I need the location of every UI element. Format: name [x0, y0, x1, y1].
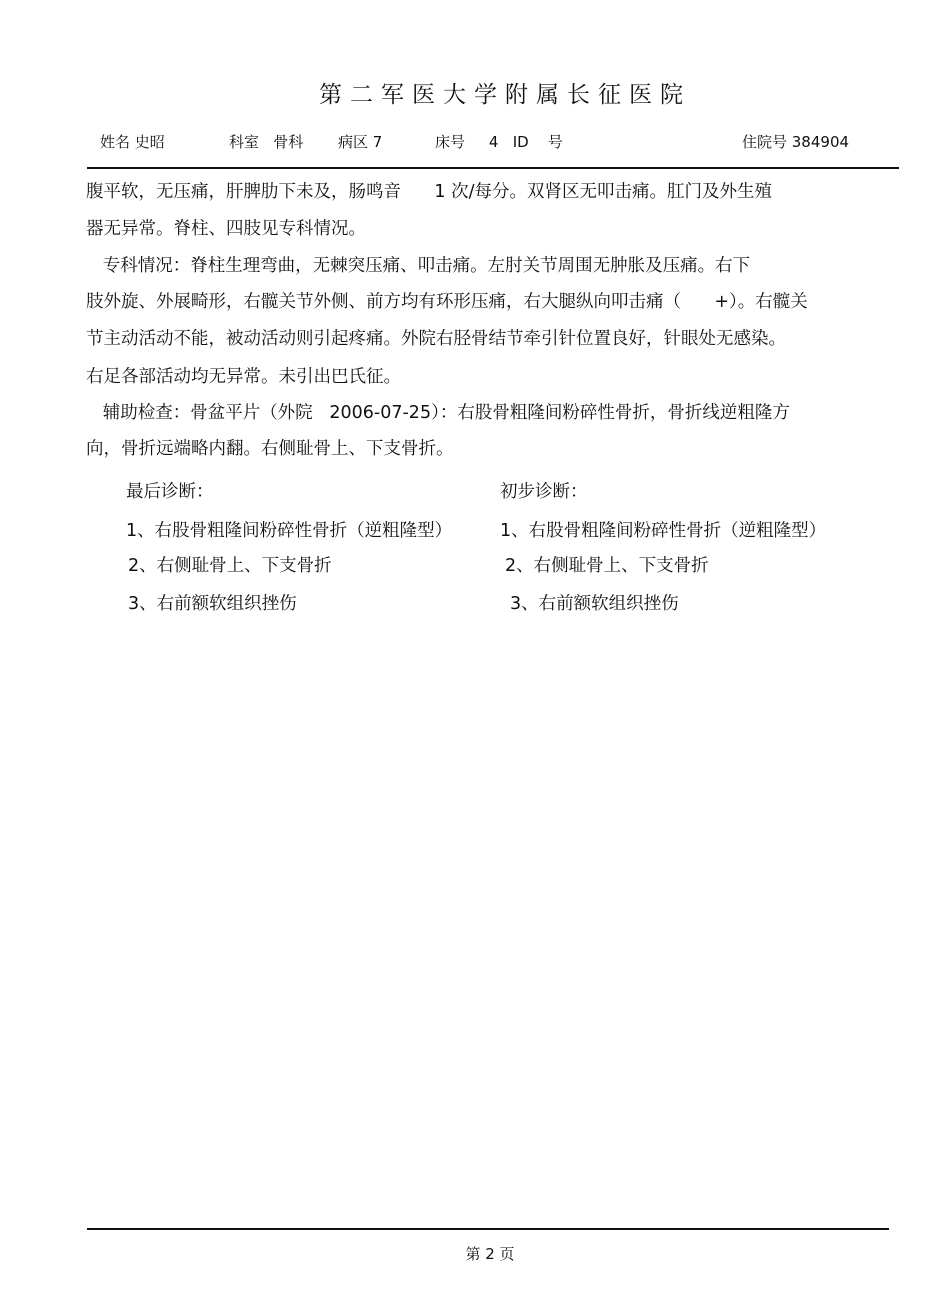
auxiliary-line-1: 辅助检查：骨盆平片（外院 2006-07-25）：右股骨粗隆间粉碎性骨折，骨折线逆粗隆方 [86, 403, 790, 423]
initial-diagnosis-label: 初步诊断： [500, 482, 588, 502]
bed-and-id: 床号 4 ID 号 [435, 133, 563, 151]
initial-diagnosis-item: 1、右股骨粗隆间粉碎性骨折（逆粗隆型） [500, 521, 827, 541]
auxiliary-line-2: 向，骨折远端略内翻。右侧耻骨上、下支骨折。 [86, 439, 454, 459]
hospital-title: 第二军医大学附属长征医院 [319, 82, 691, 108]
exam-line-2: 器无异常。脊柱、四肢见专科情况。 [86, 219, 366, 239]
specialty-line-2: 肢外旋、外展畸形，右髋关节外侧、前方均有环形压痛，右大腿纵向叩击痛（ +）。右髋关 [86, 292, 808, 312]
footer-divider [87, 1228, 889, 1230]
final-diagnosis-item: 3、右前额软组织挫伤 [128, 594, 297, 614]
page-number: 第 2 页 [465, 1245, 515, 1263]
initial-diagnosis-item: 2、右侧耻骨上、下支骨折 [505, 556, 709, 576]
admission-number: 住院号 384904 [742, 133, 850, 151]
department: 科室 骨科 [229, 133, 304, 151]
patient-name: 姓名 史昭 [100, 133, 165, 151]
final-diagnosis-item: 1、右股骨粗隆间粉碎性骨折（逆粗隆型） [126, 521, 453, 541]
specialty-line-3: 节主动活动不能，被动活动则引起疼痛。外院右胫骨结节牵引针位置良好，针眼处无感染。 [86, 329, 786, 349]
header-divider [87, 167, 899, 169]
specialty-line-1: 专科情况：脊柱生理弯曲，无棘突压痛、叩击痛。左肘关节周围无肿胀及压痛。右下 [86, 256, 751, 276]
exam-line-1: 腹平软，无压痛，肝脾肋下未及，肠鸣音 1 次/每分。双肾区无叩击痛。肛门及外生殖 [86, 182, 772, 202]
specialty-line-4: 右足各部活动均无异常。未引出巴氏征。 [86, 367, 401, 387]
ward: 病区 7 [338, 133, 383, 151]
initial-diagnosis-item: 3、右前额软组织挫伤 [510, 594, 679, 614]
final-diagnosis-item: 2、右侧耻骨上、下支骨折 [128, 556, 332, 576]
final-diagnosis-label: 最后诊断： [126, 482, 214, 502]
